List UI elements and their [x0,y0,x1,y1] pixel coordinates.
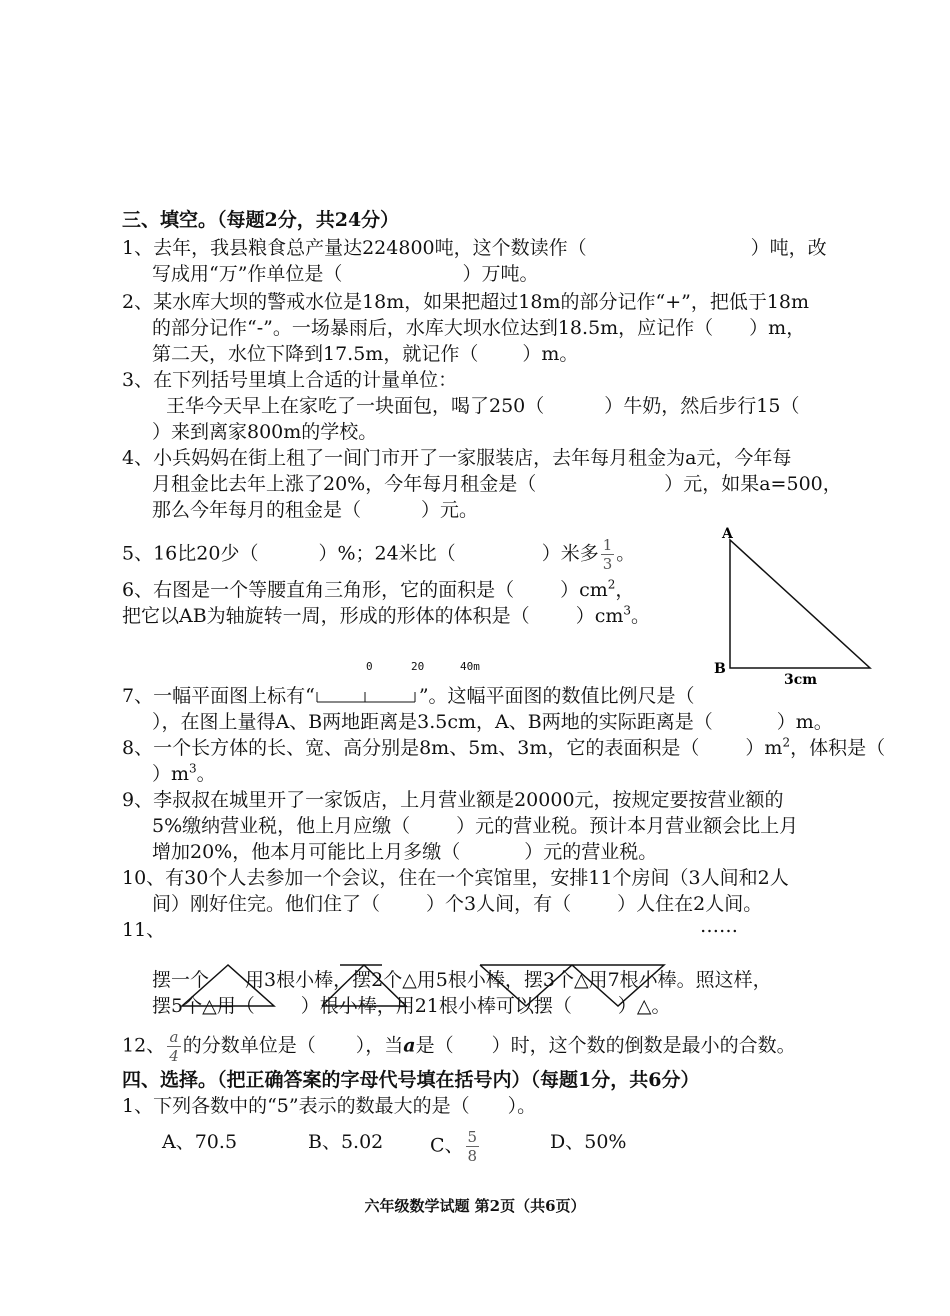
q6-text-a: 6、右图是一个等腰直角三角形，它的面积是（ [122,579,515,601]
fraction-numerator: a [167,1028,181,1047]
q11-text-c: 摆5个△用（ [152,995,255,1017]
isosceles-right-triangle-figure [700,520,880,690]
q11-text-d: ）根小棒，用21根小棒可以摆（ [300,995,572,1017]
q4-text-b: ）元，如果a=500， [664,473,842,495]
section-4-question-1: 1、下列各数中的“5”表示的数最大的是（ ）。 [122,1095,537,1117]
section-4-title: 四、选择。（把正确答案的字母代号填在括号内）（每题1分，共6分） [122,1069,700,1091]
triangle-shape [730,540,870,668]
question-4-line-3 [152,498,478,522]
q8-text-c: ，体积是（ [790,737,886,759]
label-b: B [714,661,726,677]
q11-text-a: 摆一个 [152,969,210,991]
question-5 [122,536,635,573]
label-a: A [722,526,733,542]
question-10-line-2 [152,892,762,916]
q9-text-c: 增加20%，他本月可能比上月多缴（ [152,841,461,863]
q8-text-b: ）m [745,737,783,759]
q8-text-a: 8、一个长方体的长、宽、高分别是8m、5m、3m，它的表面积是（ [122,737,700,759]
q9-text-b: ）元的营业税。预计本月营业额会比上月 [456,815,799,837]
question-9-line-3 [152,840,657,864]
q2-text-d: ）m。 [522,343,579,365]
question-8-line-2 [152,762,216,786]
superscript-2: 2 [607,577,616,592]
question-1-line-2 [152,262,538,286]
q3-text-b: ）牛奶，然后步行15（ [604,395,800,417]
question-12 [122,1028,796,1065]
question-6-line-2 [122,604,650,628]
question-11-number: 11、 [122,919,166,941]
q8-text-e: 。 [196,763,216,785]
q2-text-a: 的部分记作“-”。一场暴雨后，水库大坝水位达到18.5m，应记作（ [152,317,714,339]
q10-text-c: ）人住在2人间。 [617,893,763,915]
q6-text-f: 。 [631,605,651,627]
fraction-a-over-4 [167,1028,181,1065]
section-3-title: 三、填空。（每题2分，共24分） [122,209,400,231]
question-1-line-1 [122,236,827,260]
question-7-line-2 [152,710,833,734]
question-2-line-3 [152,342,578,366]
q6-text-d: 把它以AB为轴旋转一周，形成的形体的体积是（ [122,605,530,627]
q10-text-a: 间）刚好住完。他们住了（ [152,893,381,915]
scale-bar-icon [315,688,419,706]
question-3-line-2 [166,394,799,418]
q4-text-c: 那么今年每月的租金是（ [152,499,362,521]
page-footer: 六年级数学试题 第2页（共6页） [364,1197,586,1215]
option-c[interactable] [430,1128,481,1165]
q5-text-a: 5、16比20少（ [122,542,259,565]
variable-a: a [403,1034,416,1057]
q1-text-d: ）万吨。 [462,263,539,285]
fraction-numerator: 5 [467,1128,478,1146]
q4-text-d: ）元。 [421,499,479,521]
q11-text-b: 用3根小棒，摆2个△用5根小棒，摆3个△用7根小棒。照这样， [245,969,772,991]
q1-text-a: 1、去年，我县粮食总产量达224800吨，这个数读作（ [122,237,587,259]
option-b[interactable]: B、5.02 [308,1131,384,1153]
q1-text-c: 写成用“万”作单位是（ [152,263,343,285]
fraction-numerator: 1 [602,536,613,554]
q12-text-b: 的分数单位是（ [182,1034,316,1057]
fraction-denominator: 3 [602,555,613,573]
fraction-one-third [601,536,615,573]
triangle-1-sticks [182,965,274,1006]
label-base-length: 3cm [784,672,818,688]
question-6-line-1 [122,578,634,602]
q9-text-a: 5%缴纳营业税，他上月应缴（ [152,815,411,837]
option-d[interactable]: D、50% [550,1131,627,1153]
q6-text-b: ）cm [560,579,608,601]
q7-text-a: 7、一幅平面图上标有“ [122,685,315,707]
q10-text-b: ）个3人间，有（ [426,893,572,915]
q9-text-d: ）元的营业税。 [524,841,658,863]
question-10-line-1: 10、有30个人去参加一个会议，住在一个宾馆里，安排11个房间（3人间和2人 [122,867,789,889]
q4-text-a: 月租金比去年上涨了20%，今年每月租金是（ [152,473,537,495]
question-2-line-2 [152,316,805,340]
q5-text-c: ）米多 [541,542,599,565]
fraction-five-eighths [466,1128,480,1165]
fraction-denominator: 4 [169,1047,179,1065]
question-3-line-3: ）来到离家800m的学校。 [152,421,378,443]
question-7-line-1 [122,684,695,708]
superscript-3: 3 [189,761,197,776]
q7-text-b: ”。这幅平面图的数值比例尺是（ [418,685,695,707]
stick-triangles-figure [170,962,670,1012]
question-4-line-2 [152,472,842,496]
q12-text-a: 12、 [122,1034,166,1057]
q8-text-d: ）m [152,763,190,785]
question-9-line-2 [152,814,798,838]
q1-text-b: ）吨，改 [750,237,827,259]
scale-tick-0: 0 [366,660,373,673]
question-3-line-1: 3、在下列括号里填上合适的计量单位： [122,369,458,391]
q12-text-d: 是（ [415,1034,454,1057]
q7-text-d: ）m。 [776,711,833,733]
q5-text-d: 。 [616,542,636,565]
triangle-2-sticks-part-a [322,965,406,1006]
option-a[interactable]: A、70.5 [162,1131,238,1153]
q6-text-c: ， [615,579,635,601]
scale-tick-20: 20 [411,660,425,673]
superscript-2: 2 [782,735,791,750]
question-2-line-1: 2、某水库大坝的警戒水位是18m，如果把超过18m的部分记作“+”，把低于18m [122,291,810,313]
ellipsis: …… [700,915,738,937]
q3-text-a: 王华今天早上在家吃了一块面包，喝了250（ [166,395,545,417]
triangle-3-sticks [480,965,664,1006]
q11-text-e: ）△。 [617,995,671,1017]
q2-text-b: ）m， [749,317,806,339]
question-4-line-1: 4、小兵妈妈在街上租了一间门市开了一家服装店，去年每月租金为a元，今年每 [122,447,792,469]
q2-text-c: 第二天，水位下降到17.5m，就记作（ [152,343,479,365]
q6-text-e: ）cm [575,605,624,627]
question-8-line-1 [122,736,885,760]
question-9-line-1: 9、李叔叔在城里开了一家饭店，上月营业额是20000元，按规定要按营业额的 [122,789,784,811]
option-c-label: C、 [430,1134,464,1157]
fraction-denominator: 8 [467,1147,478,1165]
scale-tick-40m: 40m [460,660,480,673]
q12-text-c: ），当 [355,1034,404,1057]
superscript-3: 3 [623,603,631,618]
q7-text-c: ），在图上量得A、B两地距离是3.5cm，A、B两地的实际距离是（ [152,711,713,733]
q12-text-e: ）时，这个数的倒数是最小的合数。 [491,1034,796,1057]
q5-text-b: ）%；24米比（ [318,542,456,565]
